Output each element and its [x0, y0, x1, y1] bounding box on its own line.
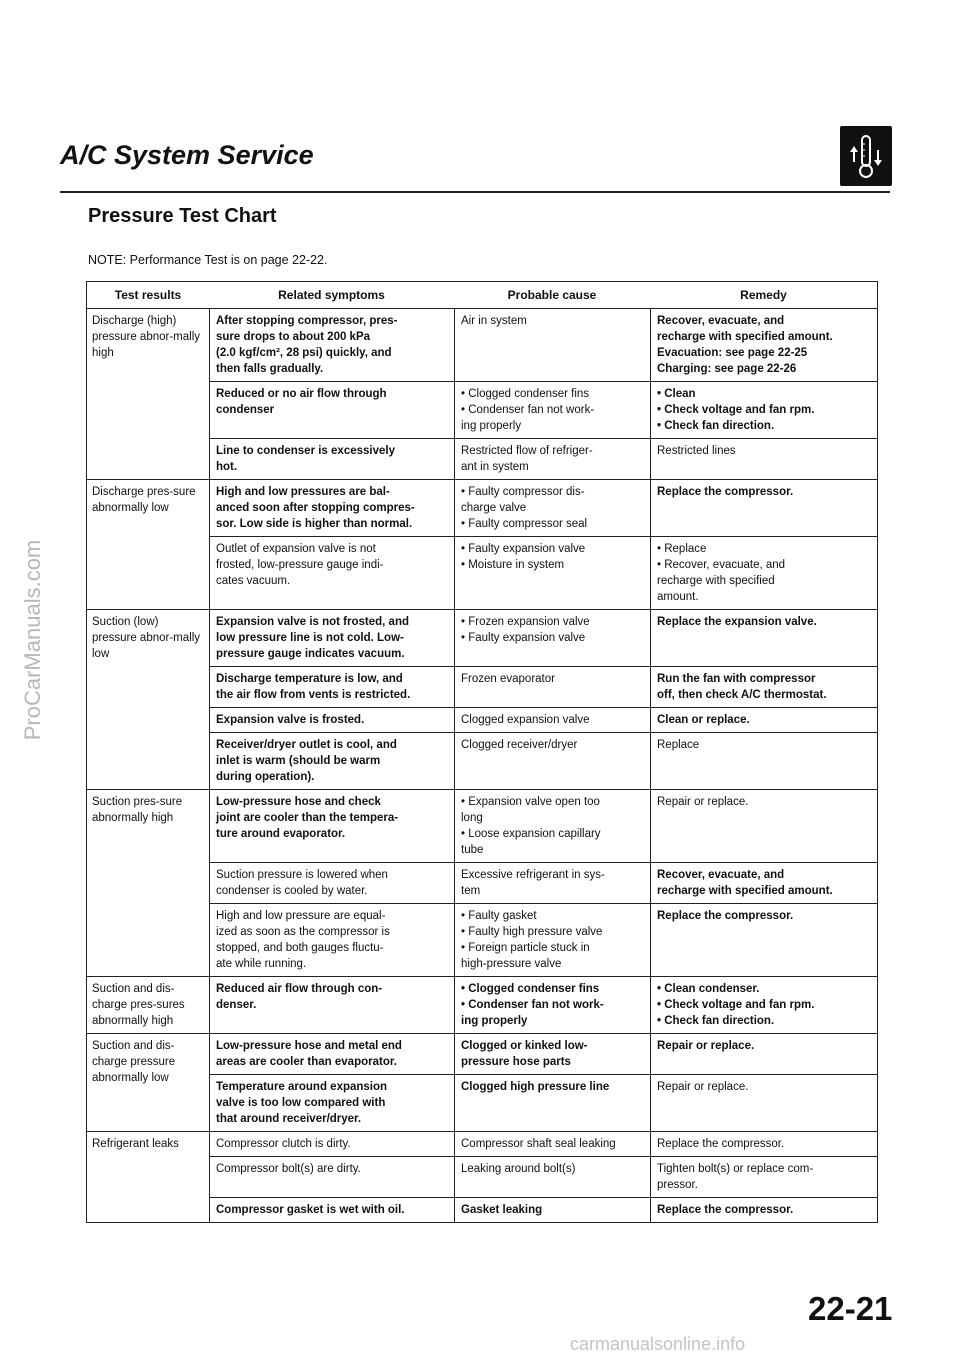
header-probable-cause: Probable cause — [507, 288, 597, 302]
cause-cell: • Expansion valve open too long • Loose expansion capillary tube — [455, 790, 651, 862]
test-result: Suction (low) pressure abnor-mally low — [87, 610, 210, 789]
table-row — [210, 610, 877, 667]
cause-cell: • Clogged condenser fins • Condenser fan not work- ing properly — [455, 977, 651, 1033]
table-row — [210, 1075, 877, 1131]
cause-cell: Restricted flow of refriger- ant in system — [455, 439, 651, 479]
table-row — [210, 790, 877, 863]
symptom-cell: Outlet of expansion valve is not frosted, low-pressure gauge indi- cates vacuum. — [210, 537, 455, 609]
table-row — [210, 667, 877, 708]
cause-cell: • Faulty expansion valve • Moisture in system — [455, 537, 651, 609]
symptom-cell: Temperature around expansion valve is too low compared with that around receiver/dryer. — [210, 1075, 455, 1131]
result-group — [87, 309, 877, 480]
result-group — [87, 480, 877, 610]
symptom-cell: Line to condenser is excessively hot. — [210, 439, 455, 479]
cause-cell: • Faulty gasket • Faulty high pressure valve • Foreign particle stuck in high-pressure valve — [455, 904, 651, 976]
symptom-cell: High and low pressure are equal- ized as soon as the compressor is stopped, and both gauges fluctu- ate while running. — [210, 904, 455, 976]
table-row — [210, 382, 877, 439]
pressure-test-chart — [86, 281, 878, 1223]
header-test-results: Test results — [114, 288, 182, 302]
test-result: Suction and dis-charge pressure abnormally low — [87, 1034, 210, 1131]
remedy-cell: Recover, evacuate, and recharge with specified amount. — [657, 869, 833, 897]
remedy-cell: Repair or replace. — [657, 796, 749, 808]
ac-thermometer-icon — [840, 126, 892, 186]
page-number: 22-21 — [808, 1290, 893, 1327]
cause-cell: • Clogged condenser fins • Condenser fan not work- ing properly — [455, 382, 651, 438]
performance-note: NOTE: Performance Test is on page 22-22. — [88, 253, 328, 267]
symptom-cell: Compressor gasket is wet with oil. — [210, 1198, 455, 1222]
remedy-cell: • Replace • Recover, evacuate, and recharge with specified amount. — [657, 543, 786, 603]
header-related-symptoms: Related symptoms — [278, 288, 385, 302]
remedy-cell: Clean or replace. — [657, 714, 750, 726]
table-row — [210, 733, 877, 789]
table-row — [210, 1157, 877, 1198]
remedy-cell: Replace the compressor. — [657, 486, 794, 498]
bottom-watermark: carmanualsonline.info — [570, 1334, 746, 1354]
symptom-cell: Discharge temperature is low, and the air flow from vents is restricted. — [210, 667, 455, 707]
remedy-cell: Run the fan with compressor off, then check A/C thermostat. — [657, 673, 827, 701]
remedy-cell: Repair or replace. — [657, 1081, 749, 1093]
table-row — [210, 904, 877, 976]
cause-cell: Clogged receiver/dryer — [455, 733, 651, 789]
table-row — [210, 480, 877, 537]
test-result: Refrigerant leaks — [87, 1132, 210, 1222]
test-result: Discharge (high) pressure abnor-mally high — [87, 309, 210, 479]
result-group — [87, 1034, 877, 1132]
symptom-cell: Receiver/dryer outlet is cool, and inlet is warm (should be warm during operation). — [210, 733, 455, 789]
table-row — [210, 439, 877, 479]
header-remedy: Remedy — [740, 288, 787, 302]
page-title: A/C System Service — [60, 140, 314, 170]
side-watermark — [18, 430, 48, 850]
table-row — [210, 537, 877, 609]
symptom-cell: High and low pressures are bal- anced soon after stopping compres- sor. Low side is higher than normal. — [210, 480, 455, 536]
remedy-cell: Replace the expansion valve. — [657, 616, 817, 628]
cause-cell: • Faulty compressor dis- charge valve • Faulty compressor seal — [455, 480, 651, 536]
chart-header-row — [87, 282, 877, 309]
result-group — [87, 790, 877, 977]
test-result: Suction and dis-charge pres-sures abnormally high — [87, 977, 210, 1033]
remedy-cell: Recover, evacuate, and recharge with specified amount. Evacuation: see page 22-25 Charging: see page 22-26 — [657, 315, 833, 375]
result-group — [87, 1132, 877, 1222]
symptom-cell: Low-pressure hose and check joint are cooler than the tempera- ture around evaporator. — [210, 790, 455, 862]
remedy-cell: Restricted lines — [657, 445, 736, 457]
remedy-cell: Repair or replace. — [657, 1040, 755, 1052]
cause-cell: • Frozen expansion valve • Faulty expansion valve — [455, 610, 651, 666]
table-row — [210, 863, 877, 904]
table-row — [210, 1034, 877, 1075]
result-group — [87, 977, 877, 1034]
symptom-cell: Expansion valve is frosted. — [210, 708, 455, 732]
cause-cell: Gasket leaking — [455, 1198, 651, 1222]
cause-cell: Clogged expansion valve — [455, 708, 651, 732]
remedy-cell: • Clean condenser. • Check voltage and fan rpm. • Check fan direction. — [657, 983, 815, 1027]
cause-cell: Air in system — [455, 309, 651, 381]
symptom-cell: After stopping compressor, pres- sure drops to about 200 kPa (2.0 kgf/cm², 28 psi) quickly, and then falls gradually. — [210, 309, 455, 381]
cause-cell: Frozen evaporator — [455, 667, 651, 707]
symptom-cell: Compressor bolt(s) are dirty. — [210, 1157, 455, 1197]
symptom-cell: Compressor clutch is dirty. — [210, 1132, 455, 1156]
table-row — [210, 1198, 877, 1222]
remedy-cell: Replace — [657, 739, 700, 751]
table-row — [210, 1132, 877, 1157]
remedy-cell: Tighten bolt(s) or replace com- pressor. — [657, 1163, 814, 1191]
symptom-cell: Reduced or no air flow through condenser — [210, 382, 455, 438]
result-group — [87, 610, 877, 790]
cause-cell: Clogged high pressure line — [455, 1075, 651, 1131]
remedy-cell: Replace the compressor. — [657, 1204, 794, 1216]
cause-cell: Clogged or kinked low- pressure hose parts — [455, 1034, 651, 1074]
cause-cell: Excessive refrigerant in sys- tem — [455, 863, 651, 903]
remedy-cell: Replace the compressor. — [657, 1138, 785, 1150]
remedy-cell: Replace the compressor. — [657, 910, 794, 922]
side-watermark-text: ProCarManuals.com — [20, 539, 45, 741]
symptom-cell: Suction pressure is lowered when condenser is cooled by water. — [210, 863, 455, 903]
cause-cell: Leaking around bolt(s) — [455, 1157, 651, 1197]
header-rule — [60, 191, 890, 193]
symptom-cell: Expansion valve is not frosted, and low pressure line is not cold. Low- pressure gauge indicates vacuum. — [210, 610, 455, 666]
test-result: Suction pres-sure abnormally high — [87, 790, 210, 976]
section-title: Pressure Test Chart — [88, 205, 277, 227]
remedy-cell: • Clean • Check voltage and fan rpm. • Check fan direction. — [657, 388, 815, 432]
test-result: Discharge pres-sure abnormally low — [87, 480, 210, 609]
cause-cell: Compressor shaft seal leaking — [455, 1132, 651, 1156]
symptom-cell: Low-pressure hose and metal end areas are cooler than evaporator. — [210, 1034, 455, 1074]
table-row — [210, 708, 877, 733]
table-row — [210, 309, 877, 382]
symptom-cell: Reduced air flow through con- denser. — [210, 977, 455, 1033]
table-row — [210, 977, 877, 1033]
